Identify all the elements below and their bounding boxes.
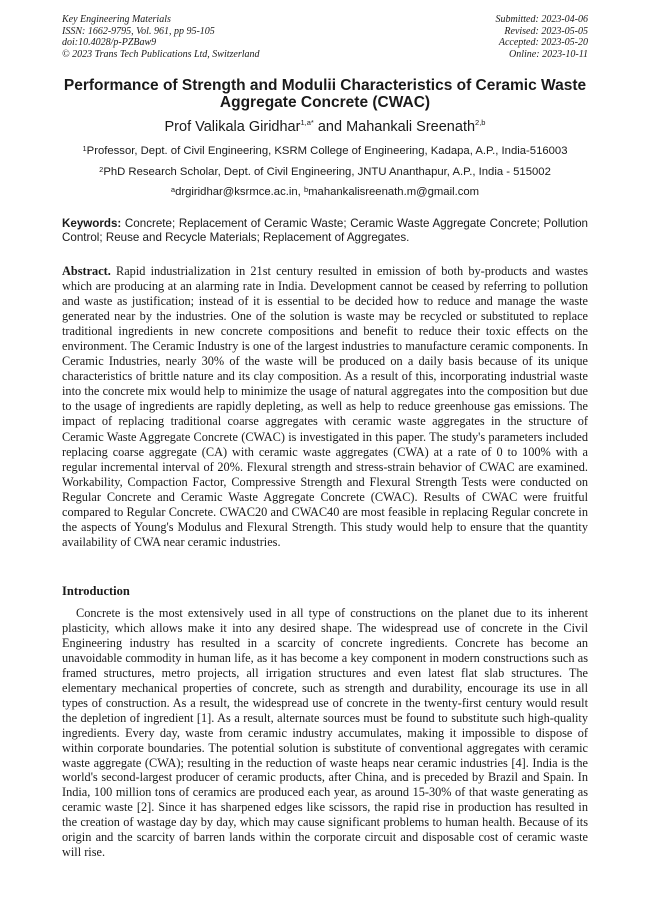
author-list [40, 119, 610, 135]
title-line-1: Performance of Strength and Modulii Characteristics of Ceramic Waste [63, 77, 587, 94]
affiliation-1-marker: 1 [82, 144, 87, 153]
author-2: Mahankali Sreenath [346, 119, 476, 135]
keywords-label: Keywords: [62, 217, 122, 230]
keywords-text: Concrete; Replacement of Ceramic Waste; Ceramic Waste Aggregate Concrete; Pollution Control; Reuse and Recycle Materials; Replacement of Aggregates. [62, 217, 588, 244]
journal-copyright: © 2023 Trans Tech Publications Ltd, Switzerland [62, 48, 260, 60]
date-accepted: Accepted: 2023-05-20 [498, 37, 588, 48]
author-emails [30, 186, 620, 198]
journal-info [62, 14, 260, 60]
date-submitted: Submitted: 2023-04-06 [495, 14, 588, 25]
date-revised: Revised: 2023-05-05 [504, 25, 588, 37]
abstract-block [62, 264, 588, 550]
publication-dates [496, 14, 589, 60]
abstract-text: Rapid industrialization in 21st century resulted in emission of both by-products and wastes which are producing at an alarming rate in India. Development cannot be ceased by referring to pollution and waste as justification; instead of it is essential to be decided how to reduce and manage the waste generated near by the industries. One of the solution is waste may be recycled or substituted to replace traditional ingredients in new concrete compositions and benefit to reduce their toxic effects on the environment. The Ceramic Industry is one of the largest industries to manufacture ceramic components. In Ceramic Industries, nearly 30% of the waste will be produced on a daily basis because of its unique characteristics of brittle nature and its clay composition. As a result of this, incorporating industrial waste into the concrete mix would help to minimize the usage of natural aggregates into the composition but due to the usage of ingredients are rapidly depleting, as well as help to reduce greenhouse gas emissions. The impact of replacing traditional coarse aggregates with ceramic waste aggregates in the structure of Ceramic Waste Aggregate Concrete (CWAC) is investigated in this paper. The study's parameters included replacing coarse aggregate (CA) with ceramic waste aggregates (CWA) at a rate of 0 to 100% with a regular incremental interval of 20%. Flexural strength and stress-strain behavior of CWAC are examined. Workability, Compaction Factor, Compressive Strength and Flexural Strength Tests were conducted on Regular Concrete and Ceramic Waste Aggregate Concrete (CWAC). Results of CWAC were fruitful compared to Regular Concrete. CWAC20 and CWAC40 are most feasible in replacing Regular concrete in the aspects of Young's Modulus and Flexural Strength. This study would help to ensure that the quantity availability of CWA near ceramic industries. [62, 264, 588, 549]
author-1-marker: 1,a* [300, 118, 314, 127]
journal-doi[interactable]: doi:10.4028/p-PZBaw9 [62, 37, 157, 48]
date-online: Online: 2023-10-11 [509, 48, 588, 60]
affiliation-2-marker: 2 [99, 165, 104, 174]
email-b-marker: b [303, 185, 309, 194]
affiliation-2 [30, 166, 620, 178]
keywords-block [62, 217, 588, 245]
title-line-2: Aggregate Concrete (CWAC) [219, 94, 431, 111]
intro-heading: Introduction [62, 584, 130, 598]
affiliation-1 [30, 145, 620, 157]
abstract-label: Abstract. [62, 264, 111, 278]
journal-issn: ISSN: 1662-9795, Vol. 961, pp 95-105 [62, 25, 215, 37]
paper-title [40, 77, 610, 111]
affiliation-2-text: PhD Research Scholar, Dept. of Civil Engineering, JNTU Ananthapur, A.P., India - 515002 [103, 166, 551, 178]
author-1: Prof Valikala Giridhar [164, 119, 301, 135]
author-2-marker: 2,b [475, 118, 486, 127]
affiliation-1-text: Professor, Dept. of Civil Engineering, KSRM College of Engineering, Kadapa, A.P., India-516003 [86, 145, 568, 157]
email-a-marker: a [170, 185, 176, 194]
intro-paragraph: Concrete is the most extensively used in all type of constructions on the planet due to its inherent plasticity, which allows make it into any desired shape. The widespread use of concrete in the Civil Engineering industry has resulted in a scarcity of concrete ingredients. Concrete has become an unavoidable commodity in human life, as it has become a key component in modern constructions such as framed structures, metro projects, all irrigation structures and even latest flat slab structures. The elementary mechanical properties of concrete, such as strength and durability, encourage its use in all types of construction. As a result, the widespread use of concrete in the twenty-first century would result the depletion of ingredient [1]. As a result, alternate sources must be found to substitute such high-quality ingredients. Every day, waste from ceramic industry accumulates, making it impossible to dispose of within corporate boundaries. The potential solution is substitute of conventional aggregates with ceramic waste aggregate (CWA); resulting in the reduction of waste heaps near ceramic industries [4]. India is the world's second-largest producer of ceramic products, after China, and is preceded by Brazil and Spain. In India, 100 million tons of ceramics are produced each year, as around 15-30% of that waste generating as ceramic waste [2]. Since it has sharpened edges like scissors, the rapid rise in production has resulted in the creation of wastage day by day, which may cause significant problems to human health. Because of its origin and the scarcity of barren lands within the corporate circuit and disposable cost of ceramic waste will rise. [62, 606, 588, 860]
email-b[interactable]: mahankalisreenath.m@gmail.com [308, 186, 480, 198]
author-separator: and [313, 119, 347, 135]
journal-name: Key Engineering Materials [62, 14, 171, 25]
email-a[interactable]: drgiridhar@ksrmce.ac.in, [175, 186, 304, 198]
